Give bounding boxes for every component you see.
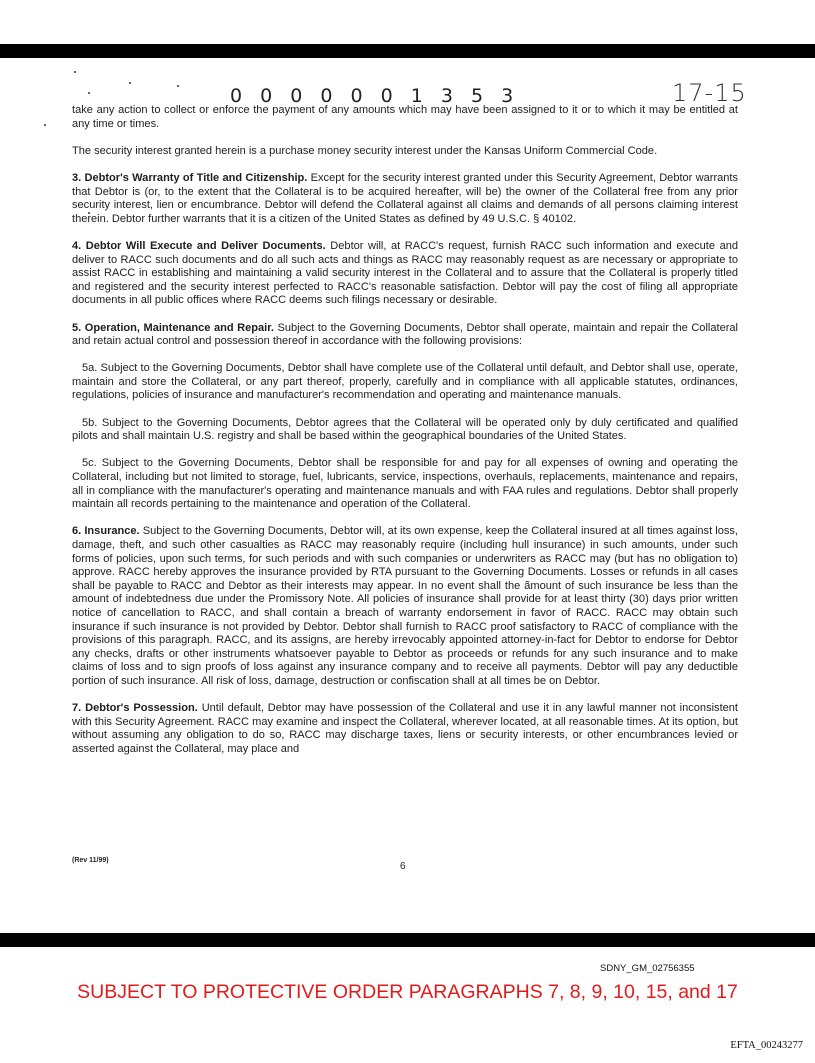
section-3-heading: 3. Debtor's Warranty of Title and Citizenship. xyxy=(72,171,308,184)
section-5-heading: 5. Operation, Maintenance and Repair. xyxy=(72,321,274,334)
efta-identifier: EFTA_00243277 xyxy=(730,1040,803,1051)
section-7 xyxy=(72,702,738,756)
section-5 xyxy=(72,322,738,349)
scan-speck xyxy=(88,92,90,94)
section-5c: 5c. Subject to the Governing Documents, Debtor shall be responsible for and pay for all expenses of owning and operating the Collateral, including but not limited to storage, fuel, lubricants, service, inspections, overhauls, replacements, maintenance and repairs, all in compliance with the manufacturer's operating and maintenance manuals and with FAA rules and regulations. Debtor shall properly maintain all records pertaining to the maintenance and operation of the Collateral. xyxy=(72,457,738,511)
section-5b: 5b. Subject to the Governing Documents, Debtor agrees that the Collateral will be operated only by duly certificated and qualified pilots and shall maintain U.S. registry and shall be based within the geographical boundaries of the United States. xyxy=(72,416,738,443)
purchase-money-paragraph: The security interest granted herein is a purchase money security interest under the Kansas Uniform Commercial Code. xyxy=(72,144,658,157)
section-6 xyxy=(72,525,738,688)
scan-speck xyxy=(129,82,131,84)
section-3 xyxy=(72,172,738,226)
revision-label: (Rev 11/99) xyxy=(72,857,109,864)
section-3-body: Except for the security interest granted under this Security Agreement, Debtor warrants that Debtor is (or, to the extent that the Collateral is to be acquired hereafter, will be) the owner of the Collateral free from any prior security interest, lien or encumbrance. Debtor will defend the Collateral against all claims and demands of all persons claiming interest therein. Debtor further warrants that it is a citizen of the United States as defined by 49 U.S.C. § 40102. xyxy=(72,171,739,225)
section-6-body: Subject to the Governing Documents, Debtor will, at its own expense, keep the Collateral insured at all times against loss, damage, theft, and such other casualties as RACC may reasonably require (including hull insurance) in such amounts, under such forms of policies, upon such terms, for such periods and with such companies or underwriters as RACC may (but has no obligation to) approve. RACC hereby approves the insurance provided by RTA pursuant to the Governing Documents. Losses or refunds in all cases shall be payable to RACC and Debtor as their interests may appear. In no event shall the ãmount of such insurance be less than the amount of indebtedness due under the Promissory Note. All policies of insurance shall provide for at least thirty (30) days prior written notice of cancellation to RACC, and shall contain a breach of warranty endorsement in favor of RACC. RACC may obtain such insurance if such insurance is not provided by Debtor. Debtor shall furnish to RACC proof satisfactory to RACC of compliance with the provisions of this paragraph. RACC, and its assigns, are hereby irrevocably appointed attorney-in-fact for Debtor to endorse for Debtor any checks, drafts or other instruments whatsoever payable to Debtor as proceeds or refunds for any such insurance and to make claims of loss and to sign proofs of loss against any insurance company and to receive all payments. Debtor will pay any deductible portion of such insurance. All risk of loss, damage, destruction or confiscation shall at all times be on Debtor. xyxy=(72,525,738,687)
section-6-heading: 6. Insurance. xyxy=(72,525,140,538)
bottom-scan-band xyxy=(0,933,815,947)
page-number: 6 xyxy=(400,861,406,872)
section-4-body: Debtor will, at RACC's request, furnish RACC such information and execute and deliver to RACC such documents and do all such acts and things as RACC may reasonably request as are necessary or appropriate to assist RACC in establishing and maintaining a valid security interest in the Collateral and to assure that the Collateral is properly titled and registered and the security interest perfected to RACC's reasonable satisfaction. Debtor will pay the cost of filing all appropriate documents in all public offices where RACC deems such filings necessary or desirable. xyxy=(72,239,739,307)
section-4-heading: 4. Debtor Will Execute and Deliver Documents. xyxy=(72,239,326,252)
section-7-heading: 7. Debtor's Possession. xyxy=(72,702,198,715)
intro-paragraph: take any action to collect or enforce the payment of any amounts which may have been assigned to it or to which it may be entitled at any time or times. xyxy=(72,104,738,130)
section-5-body: Subject to the Governing Documents, Debtor shall operate, maintain and repair the Collateral and retain actual control and possession thereof in accordance with the following provisions: xyxy=(72,321,738,348)
document-body xyxy=(72,104,738,770)
section-7-body: Until default, Debtor may have possession of the Collateral and use it in any lawful manner not inconsistent with this Security Agreement. RACC may examine and inspect the Collateral, wherever located, at all reasonable times. At its option, but without assuming any obligation to do so, RACC may discharge taxes, liens or security interests, or other encumbrances levied or asserted against the Collateral, may place and xyxy=(72,702,738,755)
scan-speck xyxy=(74,71,76,73)
document-control-number: 0 0 0 0 0 0 1 3 5 3 xyxy=(230,85,520,107)
section-4 xyxy=(72,240,738,308)
handwritten-page-mark: 17-15 xyxy=(672,79,747,107)
top-scan-band xyxy=(0,44,815,58)
bates-number: SDNY_GM_02756355 xyxy=(600,963,695,974)
section-5a: 5a. Subject to the Governing Documents, Debtor shall have complete use of the Collateral until default, and Debtor shall use, operate, maintain and store the Collateral, or any part thereof, properly, carefully and in compliance with all applicable statutes, ordinances, regulations, policies of insurance and manufacturer's recommendation and operating and maintenance manuals. xyxy=(72,362,738,402)
scan-speck xyxy=(177,85,179,87)
scan-speck xyxy=(44,124,46,126)
protective-order-notice: SUBJECT TO PROTECTIVE ORDER PARAGRAPHS 7, 8, 9, 10, 15, and 17 xyxy=(77,981,738,1003)
